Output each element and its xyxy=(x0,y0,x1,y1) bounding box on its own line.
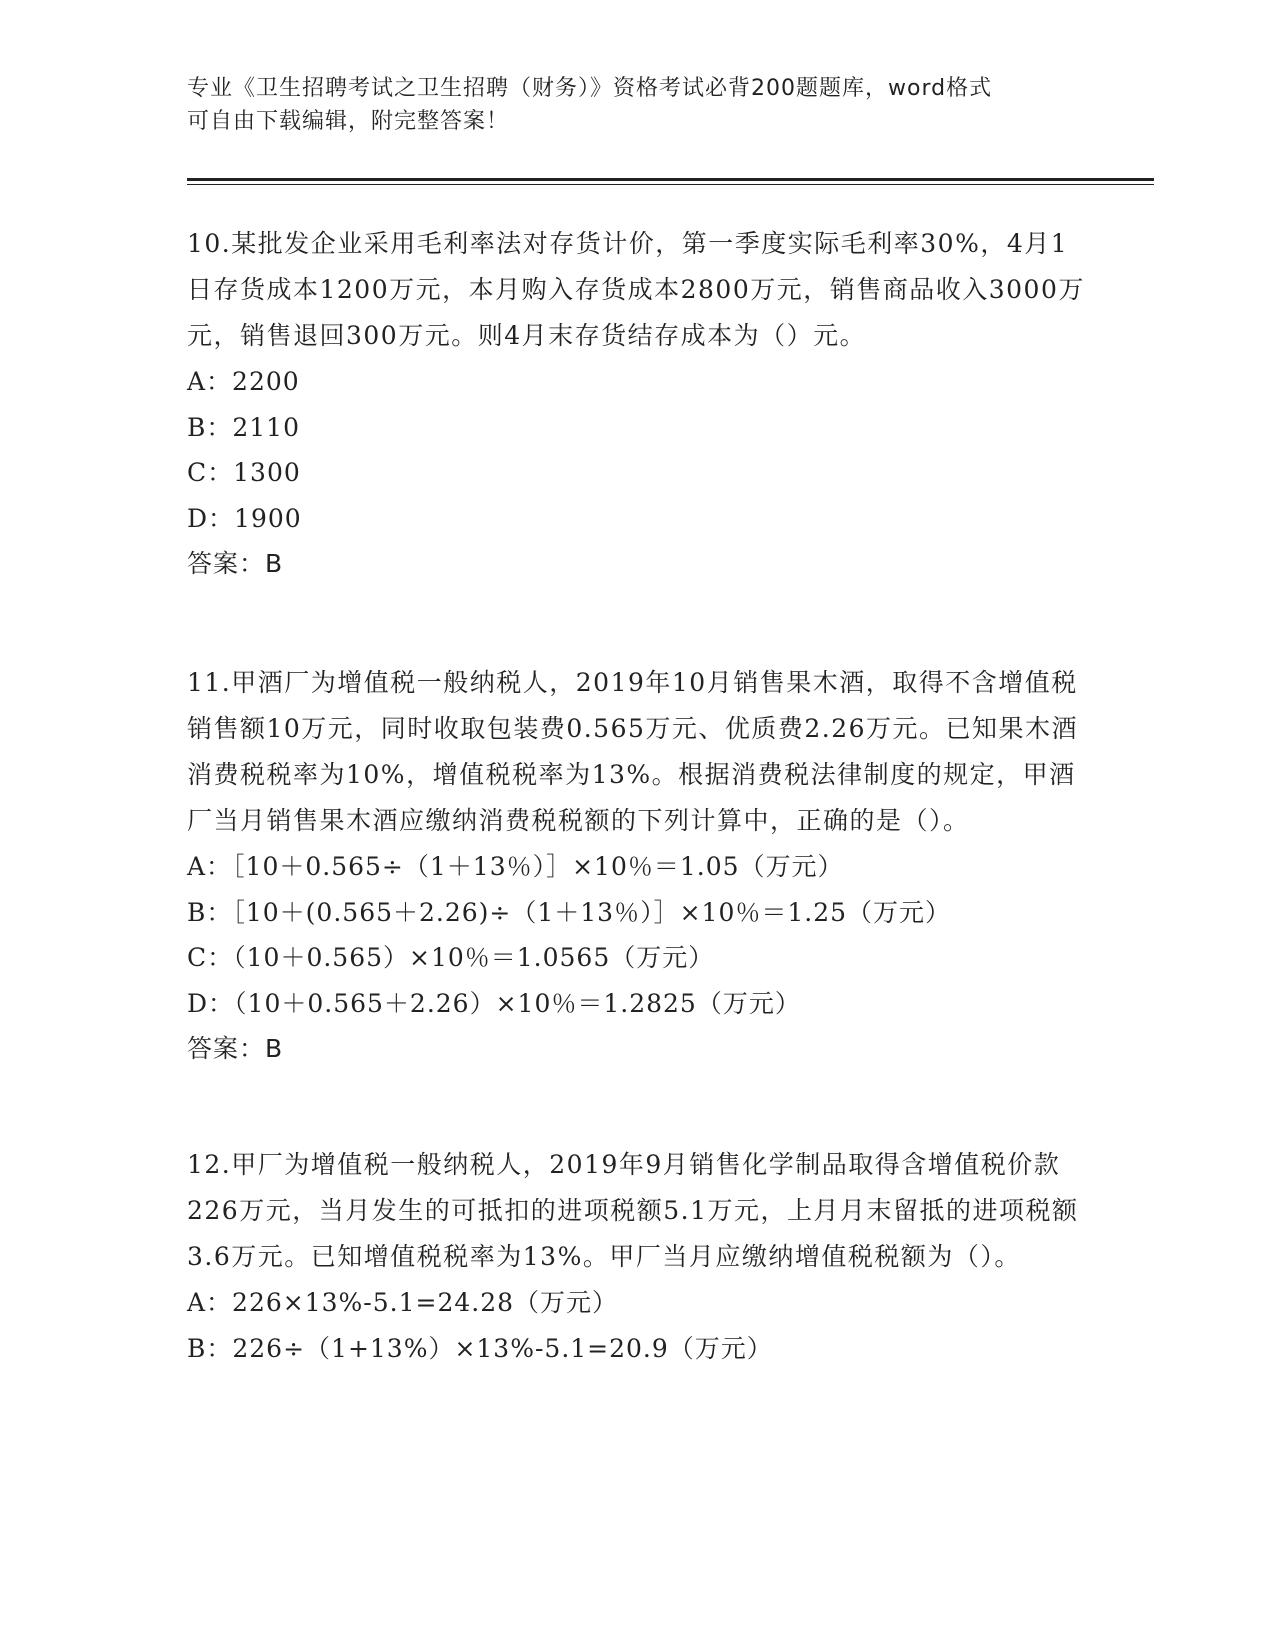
header-line-1: 专业《卫生招聘考试之卫生招聘（财务）》资格考试必背200题题库，word格式 xyxy=(187,76,993,101)
option-b: B：226÷（1+13%）×13%-5.1=20.9（万元） xyxy=(187,1333,773,1363)
header-divider-thick xyxy=(187,178,1154,181)
header-line-2: 可自由下载编辑，附完整答案！ xyxy=(187,109,510,134)
question-10 xyxy=(187,221,1087,587)
option-c: C：（10＋0.565）×10％＝1.0565（万元） xyxy=(187,943,715,972)
option-a: A：2200 xyxy=(187,367,300,396)
option-c: C：1300 xyxy=(187,458,301,487)
question-11 xyxy=(187,660,1087,1072)
option-b: B：2110 xyxy=(187,412,300,442)
answer-label: 答案：B xyxy=(187,549,284,578)
question-text: 11.甲酒厂为增值税一般纳税人，2019年10月销售果木酒，取得不含增值税销售额10万元，同时收取包装费0.565万元、优质费2.26万元。已知果木酒消费税税率为10%，增值税税率为13%。根据消费税法律制度的规定，甲酒厂当月销售果木酒应缴纳消费税税额的下列计算中，正确的是（）。 xyxy=(187,668,1079,835)
option-a: A：226×13%-5.1=24.28（万元） xyxy=(187,1288,619,1317)
header-divider-thin xyxy=(187,184,1154,185)
document-header xyxy=(187,72,1067,138)
option-b: B：［10＋(0.565＋2.26)÷（1＋13％）］×10％＝1.25（万元） xyxy=(187,897,952,927)
option-d: D：（10＋0.565＋2.26）×10％＝1.2825（万元） xyxy=(187,988,801,1018)
option-a: A：［10＋0.565÷（1＋13％）］×10％＝1.05（万元） xyxy=(187,852,844,881)
option-d: D：1900 xyxy=(187,503,302,533)
answer-label: 答案：B xyxy=(187,1034,284,1063)
question-text: 10.某批发企业采用毛利率法对存货计价，第一季度实际毛利率30%，4月1日存货成本1200万元，本月购入存货成本2800万元，销售商品收入3000万元，销售退回300万元。则4月末存货结存成本为（）元。 xyxy=(187,229,1085,350)
question-text: 12.甲厂为增值税一般纳税人，2019年9月销售化学制品取得含增值税价款226万元，当月发生的可抵扣的进项税额5.1万元，上月月末留抵的进项税额3.6万元。已知增值税税率为13%。甲厂当月应缴纳增值税税额为（）。 xyxy=(187,1150,1079,1271)
question-12 xyxy=(187,1142,1087,1371)
